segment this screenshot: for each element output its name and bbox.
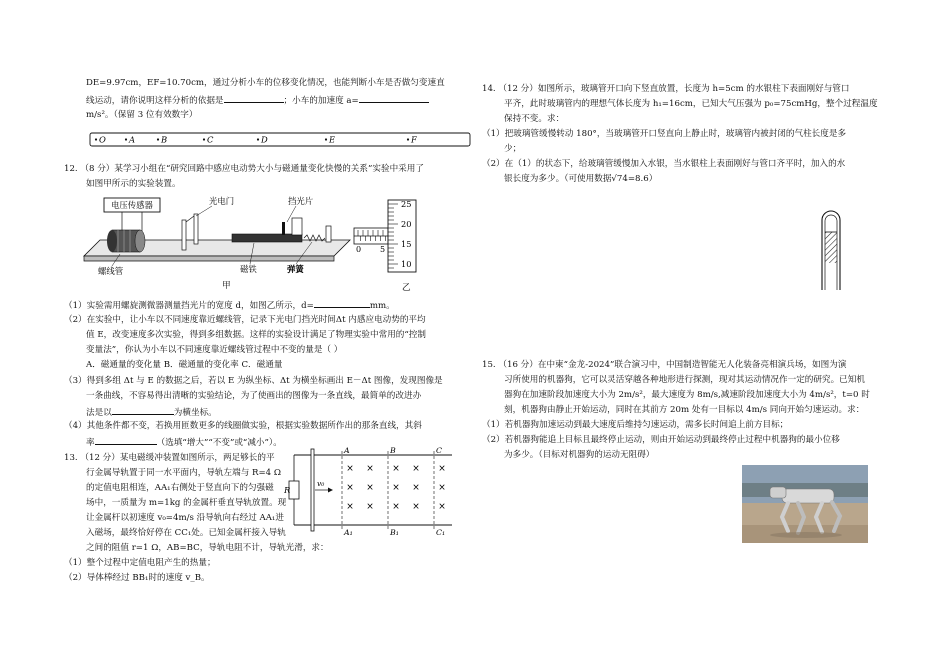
magnetic-field-cross: × <box>438 483 446 493</box>
q13-sub2: （2）导体棒经过 BB₁时的速度 v_B。 <box>64 573 210 583</box>
mercury-column <box>825 232 837 263</box>
q14-sub1-line1: （1）把玻璃管缓慢转动 180°，当玻璃管开口竖直向上静止时，玻璃管内被封闭的气柱长度是多 <box>482 129 847 139</box>
q12-sub2-line3: 变量法”，你认为小车以不同速度靠近螺线管过程中不变的量是（ ） <box>86 345 343 355</box>
q14-line3: 保持不变。求： <box>504 114 565 124</box>
solenoid-label: 螺线管 <box>98 266 124 276</box>
tape-dot-O <box>95 138 97 140</box>
figure-jia-caption: 甲 <box>222 281 231 291</box>
tape-label-A: A <box>129 134 136 145</box>
q13-line3: 的定值电阻相连，AA₁右侧处于竖直向下的匀强磁 <box>86 483 274 493</box>
tape-dot-B <box>157 138 159 140</box>
tape-label-O: O <box>99 134 106 145</box>
q13-line6: 入磁场，最终恰好停在 CC₁处。已知金属杆接入导轨 <box>86 528 286 538</box>
thimble-label: 10 <box>401 259 412 269</box>
spring-label: 弹簧 <box>287 264 304 274</box>
voltage-sensor-label: 电压传感器 <box>111 200 153 210</box>
tape-label-C: C <box>207 134 214 145</box>
paper-tape-figure <box>86 130 474 150</box>
magnetic-field-cross: × <box>346 464 354 474</box>
magnetic-field-cross: × <box>366 483 374 493</box>
q15-line1: 15. （16 分）在中柬“金龙-2024”联合演习中，中国制造智能无人化装备亮相演兵场，如图为演 <box>482 360 847 370</box>
solenoid-coil <box>107 230 145 252</box>
metal-rod <box>311 449 314 531</box>
q12-sub4-line1: （4）其他条件都不变，若换用匝数更多的线圈做实验，根据实验数据所作出的那条直线，其斜 <box>64 421 422 431</box>
q12-blank-slope[interactable] <box>95 435 157 445</box>
q12-sub2-options: A．磁通量的变化量 B．磁通量的变化率 C．磁通量 <box>86 360 283 370</box>
magnetic-field-cross: × <box>346 502 354 512</box>
q14-sub1-line2: 少； <box>504 144 522 154</box>
magnetic-field-cross: × <box>412 502 420 512</box>
magnetic-field-cross: × <box>392 483 400 493</box>
cart-with-magnet <box>232 218 302 242</box>
svg-text:v₀: v₀ <box>317 479 325 488</box>
q13-line2: 行金属导轨置于同一水平面内，导轨左端与 R=4 Ω <box>86 468 282 478</box>
tape-dot-C <box>203 138 205 140</box>
q15-line4: 刻，机器狗由静止开始运动，同时在其前方 20m 处有一目标以 4m/s 同向开始匀速运动。求： <box>504 405 865 415</box>
magnetic-field-cross: × <box>412 483 420 493</box>
q11-line3: m/s²。（保留 3 位有效数字） <box>86 110 198 120</box>
q13-line7: 之间的阻值 r=1 Ω，AB=BC，导轨电阻不计，导轨光滑，求： <box>86 543 329 553</box>
photogate-label: 光电门 <box>209 196 235 206</box>
magnetic-field-cross: × <box>366 502 374 512</box>
q14-line1: 14. （12 分）如图所示，玻璃管开口向下竖直放置，长度为 h=5cm 的水银柱下表面刚好与管口 <box>482 84 850 94</box>
q15-line2: 习所使用的机器狗，它可以灵活穿越各种地形进行探测，现对其运动情况作一定的研究。已知机 <box>504 375 865 385</box>
tape-dot-F <box>407 138 409 140</box>
q12-sub3-line2: 一条曲线，不容易得出清晰的实验结论，为了使画出的图像为一条直线，最简单的改进办 <box>86 391 422 401</box>
q14-line2: 平齐，此时玻璃管内的理想气体长度为 h₁=16cm，已知大气压强为 p₀=75cmHg，整个过程温度 <box>504 99 878 109</box>
q14-sub2-line2: 银长度为多少。（可使用数据√74=8.6） <box>504 174 658 184</box>
q15-sub2-line1: （2）若机器狗能追上目标且最终停止运动，则由开始运动到最终停止过程中机器狗的最小位移 <box>482 435 840 445</box>
q14-sub2-line1: （2）在（1）的状态下，给玻璃管缓慢加入水银，当水银柱上表面刚好与管口齐平时，加入的水 <box>482 159 846 169</box>
magnetic-field-cross: × <box>366 464 374 474</box>
q15-sub2-line2: 为多少。（目标对机器狗的运动无阻碍） <box>504 450 655 460</box>
q15-line3: 器狗在加速阶段加速度大小为 2m/s²，最大速度为 8m/s,减速阶段加速度大小为 4m/s²，t=0 时 <box>504 390 870 400</box>
boundary-label-bottom: C₁ <box>436 528 446 537</box>
magnetic-field-cross: × <box>392 502 400 512</box>
q13-line4: 场中，一质量为 m=1kg 的金属杆垂直导轨放置。现 <box>86 498 287 508</box>
q12-sub2-line2: 值 E，改变速度多次实验，得到多组数据。这样的实验设计满足了物理实验中常用的“控制 <box>86 330 426 340</box>
boundary-label-top: A <box>344 447 350 455</box>
thimble-label: 25 <box>401 199 412 209</box>
magnetic-field-cross: × <box>412 464 420 474</box>
figure-yi-caption: 乙 <box>402 283 411 292</box>
robot-dog-photo <box>742 465 868 543</box>
main-scale-label: 5 <box>380 245 386 254</box>
tape-label-E: E <box>329 134 336 145</box>
magnetic-field-cross: × <box>346 483 354 493</box>
tape-dot-E <box>325 138 327 140</box>
q12-sub2-line1: （2）在实验中，让小车以不同速度靠近螺线管，记录下光电门挡光时间Δt 内感应电动势的平均 <box>64 315 426 325</box>
magnetic-field-cross: × <box>392 464 400 474</box>
boundary-label-top: C <box>436 447 442 455</box>
q12-sub3-line1: （3）得到多组 Δt 与 E 的数据之后，若以 E 为纵坐标、Δt 为横坐标画出 E－Δt 图像，发现图像是 <box>64 376 443 386</box>
boundary-label-bottom: B₁ <box>390 528 399 537</box>
tape-dot-A <box>125 138 127 140</box>
tape-dot-D <box>257 138 259 140</box>
tape-label-F: F <box>411 134 417 145</box>
q11-line2: 线运动，请你说明这样分析的依据是 ；小车的加速度 a= <box>86 93 429 109</box>
figure-glass-tube <box>816 208 856 296</box>
q12-blank-abscissa[interactable] <box>112 405 174 415</box>
q11-line1: DE=9.97cm，EF=10.70cm，通过分析小车的位移变化情况，也能判断小车是否做匀变速直 <box>86 78 445 88</box>
svg-text:R: R <box>284 485 291 495</box>
thimble-label: 15 <box>401 239 412 249</box>
q13-sub1: （1）整个过程中定值电阻产生的热量； <box>64 558 216 568</box>
q12-blank-d[interactable] <box>314 298 370 308</box>
main-scale-label: 0 <box>356 245 362 254</box>
shading-plate-label: 挡光片 <box>288 196 314 206</box>
tape-label-B: B <box>161 134 168 145</box>
q12-sub4-line2: 率 （选填“增大”“不变”或“减小”）。 <box>86 435 282 451</box>
tape-label-D: D <box>261 134 268 145</box>
q11-blank-accel[interactable] <box>359 93 429 103</box>
boundary-label-top: B <box>390 447 396 455</box>
q12-stem-line2: 如图甲所示的实验装置。 <box>86 179 181 189</box>
magnetic-field-cross: × <box>438 502 446 512</box>
q12-sub1: （1）实验需用螺旋测微器测量挡光片的宽度 d，如图乙所示，d= mm。 <box>64 298 395 314</box>
magnet-label: 磁铁 <box>240 264 257 274</box>
magnetic-field-cross: × <box>438 464 446 474</box>
q12-stem-line1: 12. （8 分）某学习小组在“研究回路中感应电动势大小与磁通量变化快慢的关系”实验中采用了 <box>64 164 424 174</box>
q15-sub1: （1）若机器狗加速运动到最大速度后维持匀速运动，需多长时间追上前方目标； <box>482 420 789 430</box>
q12-sub3-line3: 法是以 为横坐标。 <box>86 405 217 421</box>
q13-line5: 让金属杆以初速度 v₀=4m/s 沿导轨向右经过 AA₁进 <box>86 513 284 523</box>
figure-q13-rails <box>284 447 460 537</box>
boundary-label-bottom: A₁ <box>344 528 353 537</box>
q13-line1: 13. （12 分）某电磁缓冲装置如图所示，两足够长的平 <box>64 453 275 463</box>
resistor-R <box>289 481 299 499</box>
q11-blank-basis[interactable] <box>224 93 284 103</box>
figure-yi-micrometer <box>352 196 452 292</box>
thimble-label: 20 <box>401 219 412 229</box>
